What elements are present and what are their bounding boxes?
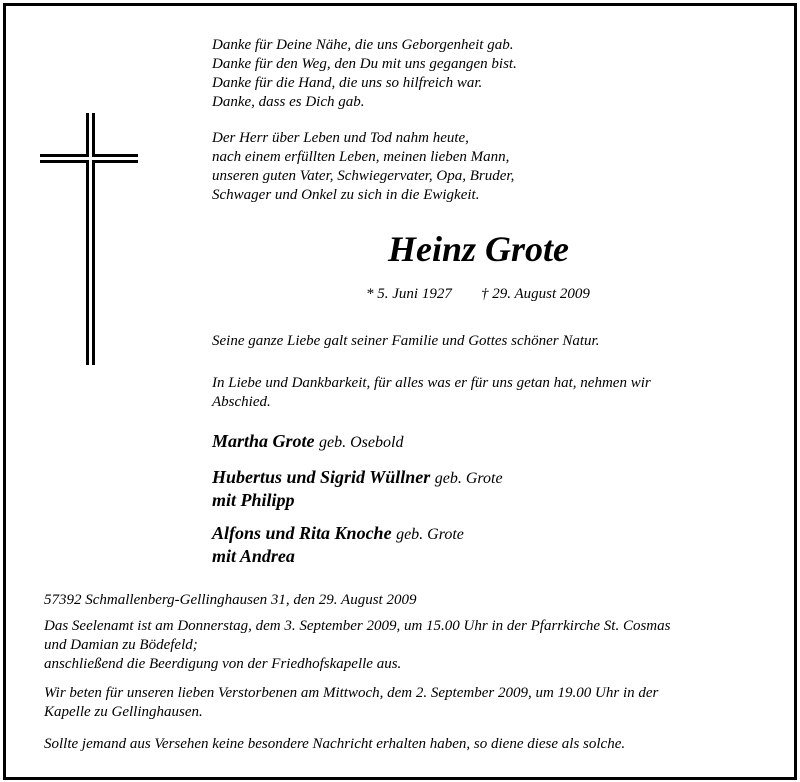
service-line: Das Seelenamt ist am Donnerstag, dem 3. September 2009, um 15.00 Uhr in der Pfarrkirche St. Cosmas xyxy=(44,618,671,634)
family-entry xyxy=(212,467,503,488)
family-entry xyxy=(212,431,403,452)
prayer-line: Wir beten für unseren lieben Verstorbenen am Mittwoch, dem 2. September 2009, um 19.00 Uhr in der xyxy=(44,685,659,701)
family-names: Hubertus und Sigrid Wüllner xyxy=(212,467,431,487)
family-nee: geb. Grote xyxy=(396,526,464,543)
address-line: 57392 Schmallenberg-Gellinghausen 31, den 29. August 2009 xyxy=(44,592,417,608)
farewell-line: In Liebe und Dankbarkeit, für alles was er für uns getan hat, nehmen wir xyxy=(212,375,651,391)
family-names: Alfons und Rita Knoche xyxy=(212,523,392,543)
family-entry xyxy=(212,523,464,544)
family-nee: geb. Grote xyxy=(434,470,503,487)
intro-line: nach einem erfüllten Leben, meinen lieben Mann, xyxy=(212,149,510,165)
poem-line: Danke, dass es Dich gab. xyxy=(212,94,365,110)
tribute-text: Seine ganze Liebe galt seiner Familie und Gottes schöner Natur. xyxy=(212,333,600,349)
farewell-line: Abschied. xyxy=(212,394,271,410)
poem-line: Danke für den Weg, den Du mit uns gegangen bist. xyxy=(212,56,517,72)
family-with: mit Andrea xyxy=(212,546,295,566)
intro-line: unseren guten Vater, Schwiegervater, Opa, Bruder, xyxy=(212,168,515,184)
deceased-name: Heinz Grote xyxy=(388,229,570,269)
family-nee: geb. Osebold xyxy=(319,434,404,451)
prayer-line: Kapelle zu Gellinghausen. xyxy=(44,704,203,720)
poem-line: Danke für die Hand, die uns so hilfreich war. xyxy=(212,75,483,91)
intro-line: Schwager und Onkel zu sich in die Ewigkeit. xyxy=(212,187,480,203)
intro-line: Der Herr über Leben und Tod nahm heute, xyxy=(212,130,469,146)
poem-line: Danke für Deine Nähe, die uns Geborgenheit gab. xyxy=(212,37,514,53)
death-date: † 29. August 2009 xyxy=(481,286,590,302)
family-names: Martha Grote xyxy=(212,431,315,451)
service-line: anschließend die Beerdigung von der Friedhofskapelle aus. xyxy=(44,656,402,672)
family-with: mit Philipp xyxy=(212,490,295,510)
service-line: und Damian zu Bödefeld; xyxy=(44,637,198,653)
notice-line: Sollte jemand aus Versehen keine besondere Nachricht erhalten haben, so diene diese als solche. xyxy=(44,736,626,752)
birth-date: * 5. Juni 1927 xyxy=(366,286,452,302)
